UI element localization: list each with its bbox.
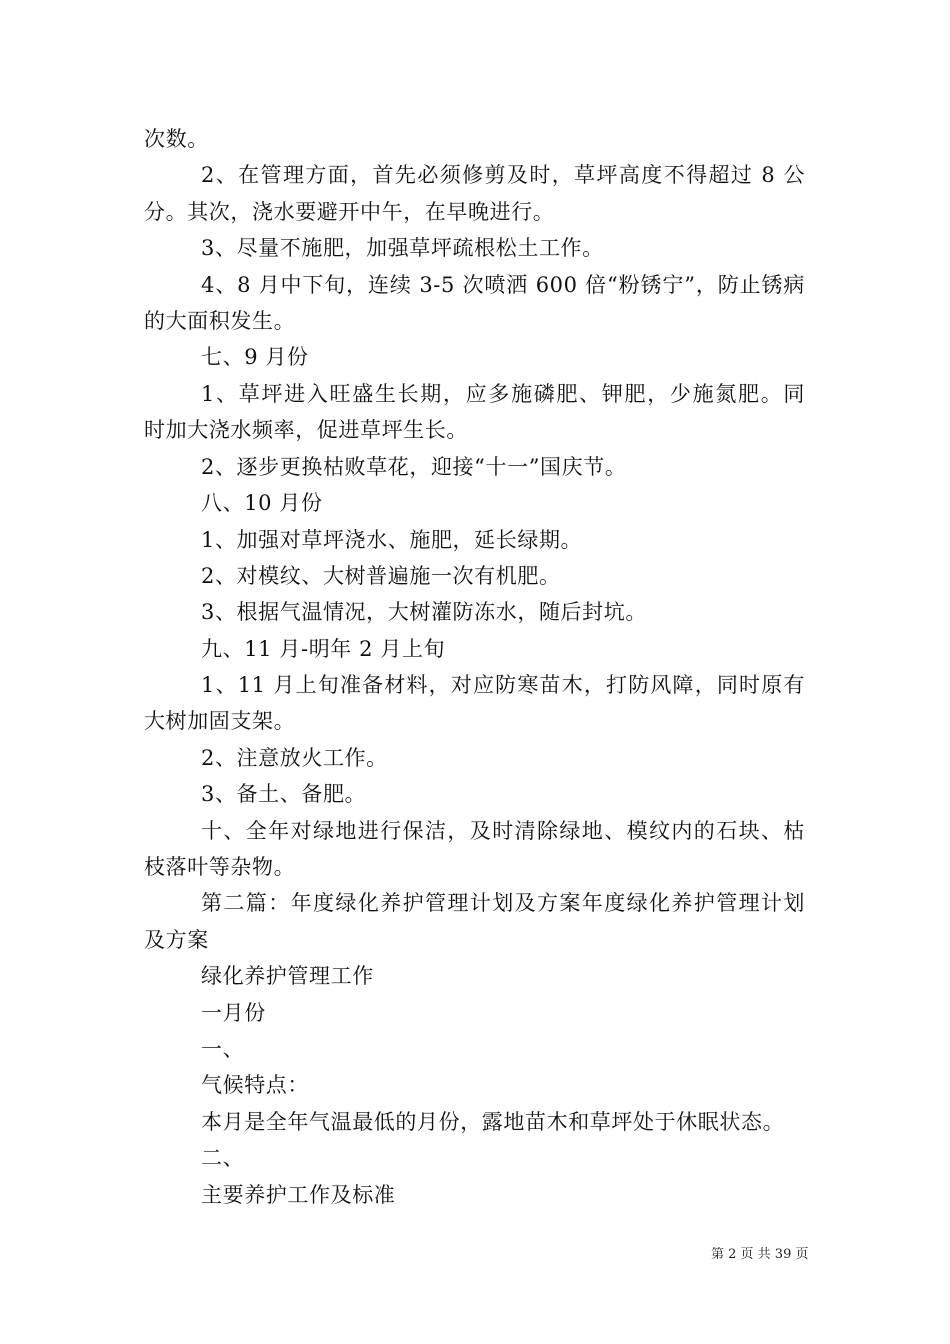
text-line: 3、根据气温情况，大树灌防冻水，随后封坑。: [201, 600, 647, 624]
text-line: 绿化养护管理工作: [201, 964, 374, 988]
text-line: 二、: [201, 1146, 245, 1170]
text-line: 的大面积发生。: [144, 309, 296, 333]
chapter-heading-continued: 及方案: [144, 928, 209, 952]
text-line: 1、加强对草坪浇水、施肥，延长绿期。: [201, 528, 583, 552]
text-line: 一月份: [201, 1001, 266, 1025]
text-line: 时加大浇水频率，促进草坪生长。: [144, 418, 468, 442]
text-line: 1、草坪进入旺盛生长期，应多施磷肥、钾肥，少施氮肥。同: [201, 382, 805, 406]
text-line: 次数。: [144, 127, 209, 151]
text-line: 2、对模纹、大树普遍施一次有机肥。: [201, 564, 561, 588]
section-heading: 九、11 月-明年 2 月上旬: [201, 637, 446, 661]
section-heading: 七、9 月份: [201, 345, 309, 369]
text-line: 4、8 月中下旬，连续 3-5 次喷洒 600 倍“粉锈宁”，防止锈病: [201, 273, 805, 297]
text-line: 气候特点：: [201, 1073, 309, 1097]
chapter-heading: 第二篇：年度绿化养护管理计划及方案年度绿化养护管理计划: [201, 891, 805, 915]
text-line: 3、尽量不施肥，加强草坪疏根松土工作。: [201, 236, 604, 260]
text-line: 3、备土、备肥。: [201, 782, 367, 806]
section-heading: 八、10 月份: [201, 491, 323, 515]
text-line: 2、逐步更换枯败草花，迎接“十一”国庆节。: [201, 455, 627, 479]
text-line: 大树加固支架。: [144, 709, 296, 733]
text-line: 枝落叶等杂物。: [144, 855, 296, 879]
text-line: 十、全年对绿地进行保洁，及时清除绿地、模纹内的石块、枯: [201, 819, 805, 843]
page-number: 第 2 页 共 39 页: [711, 1247, 809, 1262]
text-line: 2、注意放火工作。: [201, 746, 388, 770]
text-line: 2、在管理方面，首先必须修剪及时，草坪高度不得超过 8 公: [201, 163, 805, 187]
text-line: 1、11 月上旬准备材料，对应防寒苗木，打防风障，同时原有: [201, 673, 805, 697]
text-line: 主要养护工作及标准: [201, 1183, 396, 1207]
text-line: 分。其次，浇水要避开中午，在早晚进行。: [144, 200, 555, 224]
text-line: 一、: [201, 1037, 245, 1061]
text-line: 本月是全年气温最低的月份，露地苗木和草坪处于休眠状态。: [201, 1110, 785, 1134]
